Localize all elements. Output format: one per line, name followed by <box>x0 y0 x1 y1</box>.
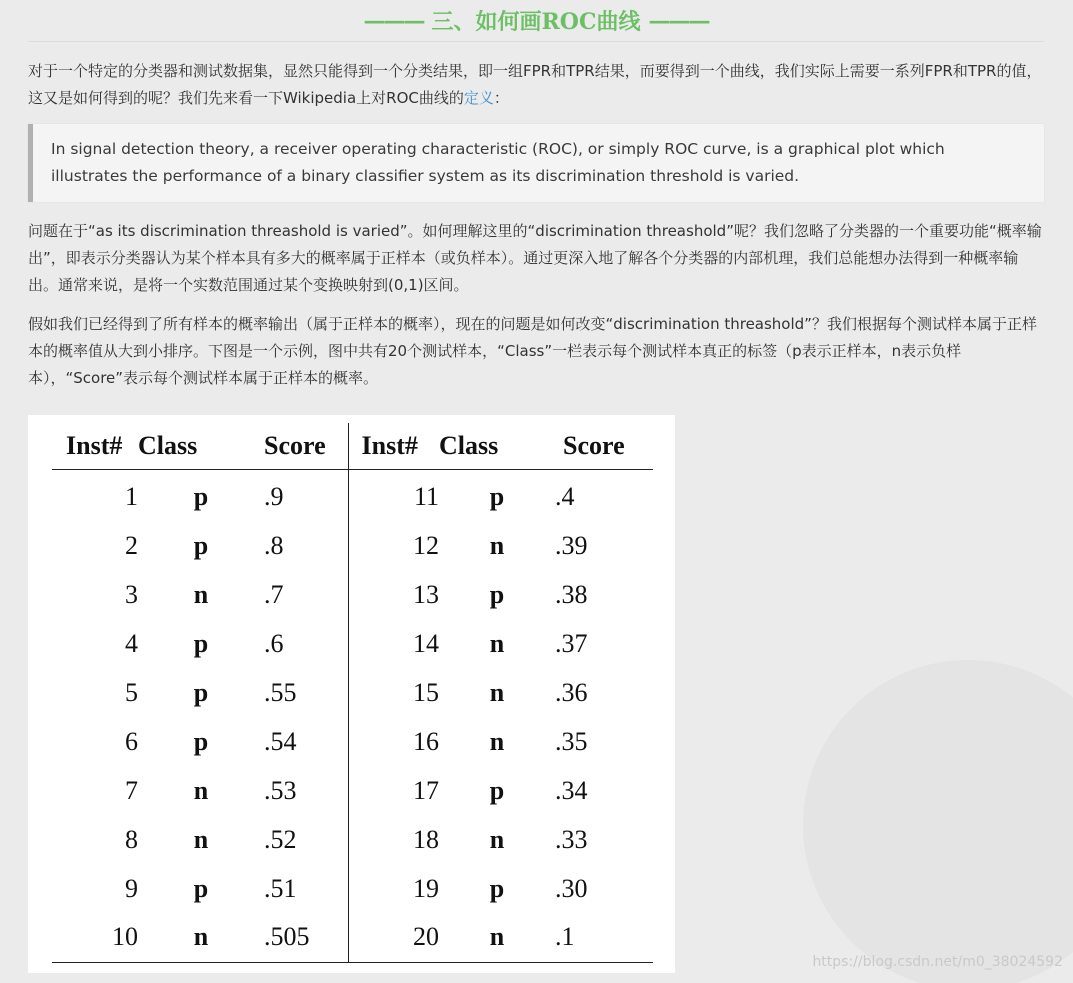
paragraph-intro-text: 对于一个特定的分类器和测试数据集，显然只能得到一个分类结果，即一组FPR和TPR结果，而要得到一个曲线，我们实际上需要一系列FPR和TPR的值，这又是如何得到的呢？我们先来看一下Wikipedia上对ROC曲线的 <box>28 62 1042 107</box>
paragraph-sorting: 假如我们已经得到了所有样本的概率输出（属于正样本的概率），现在的问题是如何改变“discrimination threashold”？我们根据每个测试样本属于正样本的概率值从大到小排序。下图是一个示例，图中共有20个测试样本，“Class”一栏表示每个测试样本真正的标签（p表示正样本，n表示负样本），“Score”表示每个测试样本属于正样本的概率。 <box>28 315 1037 387</box>
cell-class: n <box>489 530 505 560</box>
sample-score-table-figure <box>28 415 675 973</box>
sample-score-table <box>52 423 653 963</box>
cell-score: .7 <box>264 579 284 609</box>
cell-score: .34 <box>555 775 588 805</box>
cell-class: n <box>489 726 505 756</box>
cell-inst: 5 <box>125 677 138 707</box>
table-row <box>52 913 653 962</box>
header-class: Class <box>138 423 264 469</box>
table-row <box>52 766 653 815</box>
header-class-2: Class <box>439 423 555 469</box>
cell-class: p <box>489 579 505 609</box>
cell-score: .6 <box>264 628 284 658</box>
cell-inst: 13 <box>348 570 439 619</box>
cell-inst: 9 <box>125 873 138 903</box>
cell-class: n <box>138 913 264 962</box>
header-score: Score <box>264 423 348 469</box>
cell-class: p <box>193 530 209 560</box>
table-row <box>52 864 653 913</box>
cell-inst: 18 <box>348 815 439 864</box>
cell-inst: 11 <box>348 469 439 521</box>
csdn-watermark: https://blog.csdn.net/m0_38024592 <box>812 954 1063 970</box>
cell-inst: 17 <box>348 766 439 815</box>
cell-score: .8 <box>264 530 284 560</box>
table-row <box>52 570 653 619</box>
definition-link[interactable]: 定义 <box>463 89 494 107</box>
cell-class: n <box>439 913 555 962</box>
paragraph-intro-tail: ： <box>493 89 509 107</box>
paragraph-intro <box>28 58 1044 112</box>
cell-class: n <box>489 824 505 854</box>
cell-score: .37 <box>555 628 588 658</box>
cell-class: n <box>193 824 209 854</box>
cell-class: p <box>193 677 209 707</box>
cell-score: .55 <box>264 677 297 707</box>
cell-score: .51 <box>264 873 297 903</box>
cell-class: n <box>193 775 209 805</box>
cell-inst: 19 <box>348 864 439 913</box>
cell-class: p <box>193 628 209 658</box>
cell-inst: 1 <box>125 482 138 512</box>
cell-inst: 4 <box>125 628 138 658</box>
cell-score: .54 <box>264 726 297 756</box>
cell-score: .1 <box>555 913 653 962</box>
cell-score: .38 <box>555 579 588 609</box>
cell-inst: 16 <box>348 717 439 766</box>
title-dash-left: ——— <box>363 7 424 34</box>
paragraph-threshold: 问题在于“as its discrimination threashold is varied”。如何理解这里的“discrimination threashold”呢？我们忽略了分类器的一个重要功能“概率输出”，即表示分类器认为某个样本具有多大的概率属于正样本（或负样本）。通过更深入地了解各个分类器的内部机理，我们总能想办法得到一种概率输出。通常来说，是将一个实数范围通过某个变换映射到(0,1)区间。 <box>28 222 1042 294</box>
cell-inst: 2 <box>125 530 138 560</box>
cell-class: p <box>193 482 209 512</box>
wikipedia-quote: In signal detection theory, a receiver operating characteristic (ROC), or simply ROC curve, is a graphical plot which illustrates the performance of a binary classifier system as its discrimination threshold is varied. <box>28 124 1044 202</box>
cell-class: n <box>489 677 505 707</box>
table-row <box>52 668 653 717</box>
table-row <box>52 469 653 521</box>
cell-inst: 14 <box>348 619 439 668</box>
header-inst-2: Inst# <box>348 423 439 469</box>
table-row <box>52 619 653 668</box>
cell-class: p <box>489 873 505 903</box>
title-dash-right: ——— <box>648 7 709 34</box>
cell-score: .36 <box>555 677 588 707</box>
cell-inst: 6 <box>125 726 138 756</box>
background-decoration <box>803 660 1073 983</box>
cell-score: .53 <box>264 775 297 805</box>
section-title <box>28 0 1044 42</box>
table-row <box>52 815 653 864</box>
table-row <box>52 521 653 570</box>
table-header-row <box>52 423 653 469</box>
cell-inst: 10 <box>52 913 138 962</box>
cell-inst: 8 <box>125 824 138 854</box>
cell-score: .52 <box>264 824 297 854</box>
cell-class: n <box>489 628 505 658</box>
cell-class: p <box>193 873 209 903</box>
section-title-text: 三、如何画ROC曲线 <box>431 9 641 35</box>
cell-score: .33 <box>555 824 588 854</box>
cell-inst: 15 <box>348 668 439 717</box>
header-inst: Inst# <box>52 423 138 469</box>
cell-inst: 7 <box>125 775 138 805</box>
cell-inst: 3 <box>125 579 138 609</box>
cell-inst: 12 <box>348 521 439 570</box>
cell-score: .505 <box>264 913 348 962</box>
cell-class: p <box>489 482 505 512</box>
cell-score: .30 <box>555 873 588 903</box>
cell-inst: 20 <box>348 913 439 962</box>
cell-score: .39 <box>555 530 588 560</box>
cell-score: .9 <box>264 482 284 512</box>
table-row <box>52 717 653 766</box>
cell-score: .4 <box>555 482 575 512</box>
cell-class: p <box>193 726 209 756</box>
article-content <box>28 0 1044 392</box>
header-score-2: Score <box>555 423 653 469</box>
cell-class: n <box>193 579 209 609</box>
cell-class: p <box>489 775 505 805</box>
cell-score: .35 <box>555 726 588 756</box>
